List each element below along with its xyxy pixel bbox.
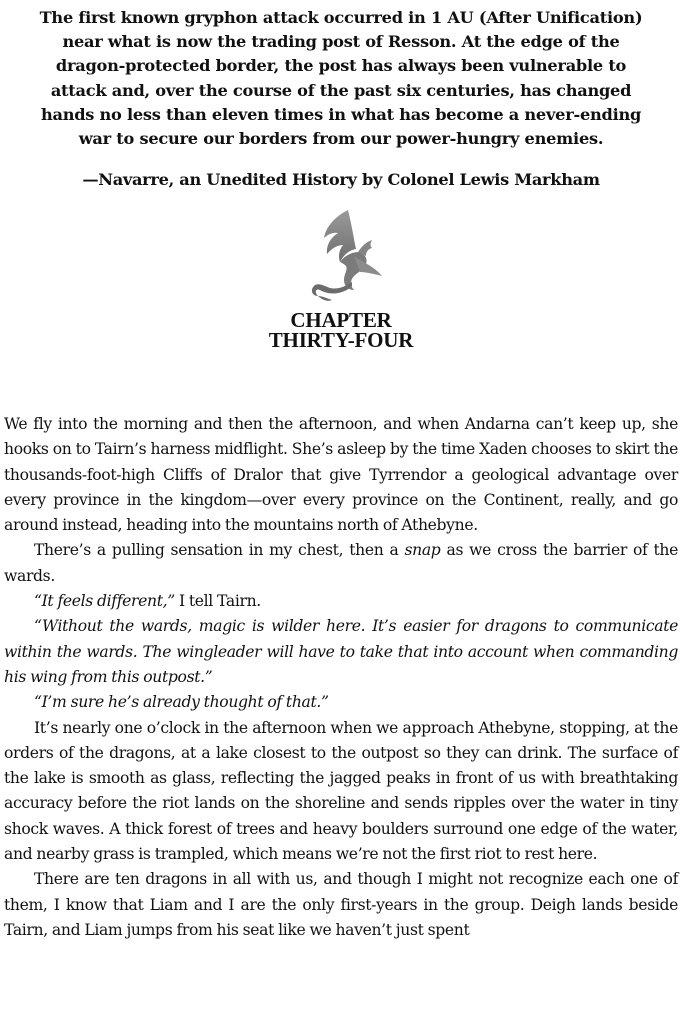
epigraph-text: The first known gryphon attack occurred in 1 AU (After Unification) near what is now the trading post of Resson. At the edge of the dragon-protected border, the post has always been vulnerable to attack and, over the course of the past six centuries, has changed hands no less than eleven times in what has become a never-ending war to secure our borders from our power-hungry enemies. — [39, 8, 643, 149]
paragraph-1: We fly into the morning and then the afternoon, and when Andarna can’t keep up, she hooks on to Tairn’s harness midflight. She’s asleep by the time Xaden chooses to skirt the thousands-foot-high Cliffs of Dralor that give Tyrrendor a geological advantage over every province in the kingdom—over every province on the Continent, really, and go around instead, heading into the mountains north of Athebyne. — [4, 415, 678, 535]
epigraph-attribution: —Navarre, an Unedited History by Colonel Lewis Markham — [82, 170, 600, 189]
chapter-body — [4, 412, 678, 943]
paragraph-2: There’s a pulling sensation in my chest, then a snap as we cross the barrier of the wards. — [4, 541, 678, 585]
paragraph-3: “It feels different,” I tell Tairn. — [34, 592, 261, 611]
paragraph-7: There are ten dragons in all with us, and though I might not recognize each one of them, I know that Liam and I are the only first-years in the group. Deigh lands beside Tairn, and Liam jumps from his seat like we haven’t just spent — [4, 870, 678, 939]
chapter-number: THIRTY-FOUR — [268, 328, 414, 352]
paragraph-5: “I’m sure he’s already thought of that.” — [34, 693, 329, 712]
chapter-heading — [0, 310, 682, 350]
paragraph-4: “Without the wards, magic is wilder here. It’s easier for dragons to communicate within the wards. The wingleader will have to take that into account when commanding his wing from this outpost.” — [4, 617, 678, 686]
paragraph-6: It’s nearly one o’clock in the afternoon when we approach Athebyne, stopping, at the orders of the dragons, at a lake closest to the outpost so they can drink. The surface of the lake is smooth as glass, reflecting the jagged peaks in front of us with breathtaking accuracy before the riot lands on the shoreline and sends ripples over the water in tiny shock waves. A thick forest of trees and heavy boulders surround one edge of the water, and nearby grass is trampled, which means we’re not the first riot to rest here. — [4, 718, 678, 864]
dragon-silhouette-icon — [296, 206, 386, 306]
chapter-label: CHAPTER — [290, 308, 392, 332]
